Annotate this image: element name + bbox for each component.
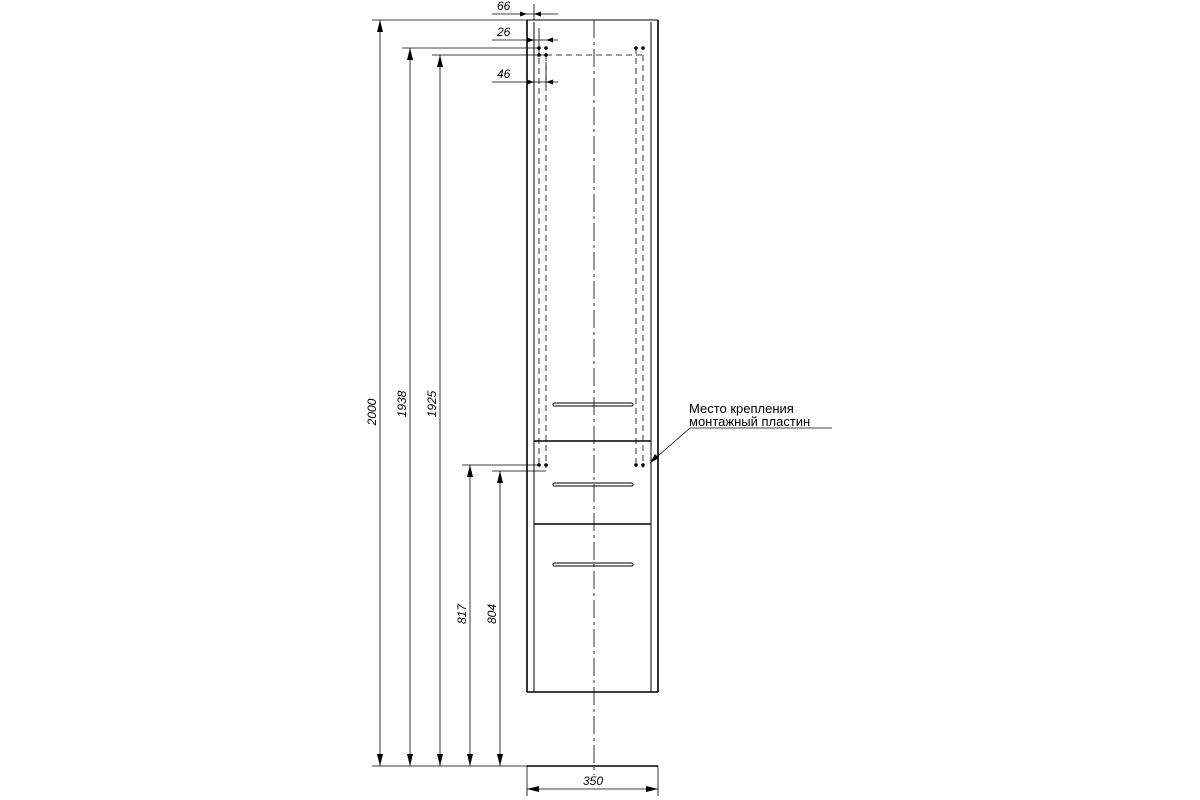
- dim-817: 817: [455, 603, 469, 625]
- dim-26: 26: [497, 25, 511, 39]
- dim-2000: 2000: [365, 398, 379, 426]
- handles: [553, 403, 633, 566]
- dim-1938: 1938: [395, 390, 409, 418]
- drawer-handle: [553, 483, 633, 486]
- annotation-line-2: монтажный пластин: [689, 414, 811, 429]
- dim-66: 66: [497, 0, 511, 13]
- dim-350: 350: [582, 774, 604, 788]
- dim-1925: 1925: [425, 390, 439, 418]
- cabinet-body: [527, 20, 658, 692]
- annotation-leader: [650, 428, 832, 463]
- extension-lines: [372, 4, 658, 796]
- dim-46: 46: [497, 67, 511, 81]
- dim-804: 804: [485, 603, 499, 625]
- annotation-line-1: Место крепления: [689, 401, 794, 416]
- upper-handle: [553, 403, 633, 406]
- lower-handle: [553, 563, 633, 566]
